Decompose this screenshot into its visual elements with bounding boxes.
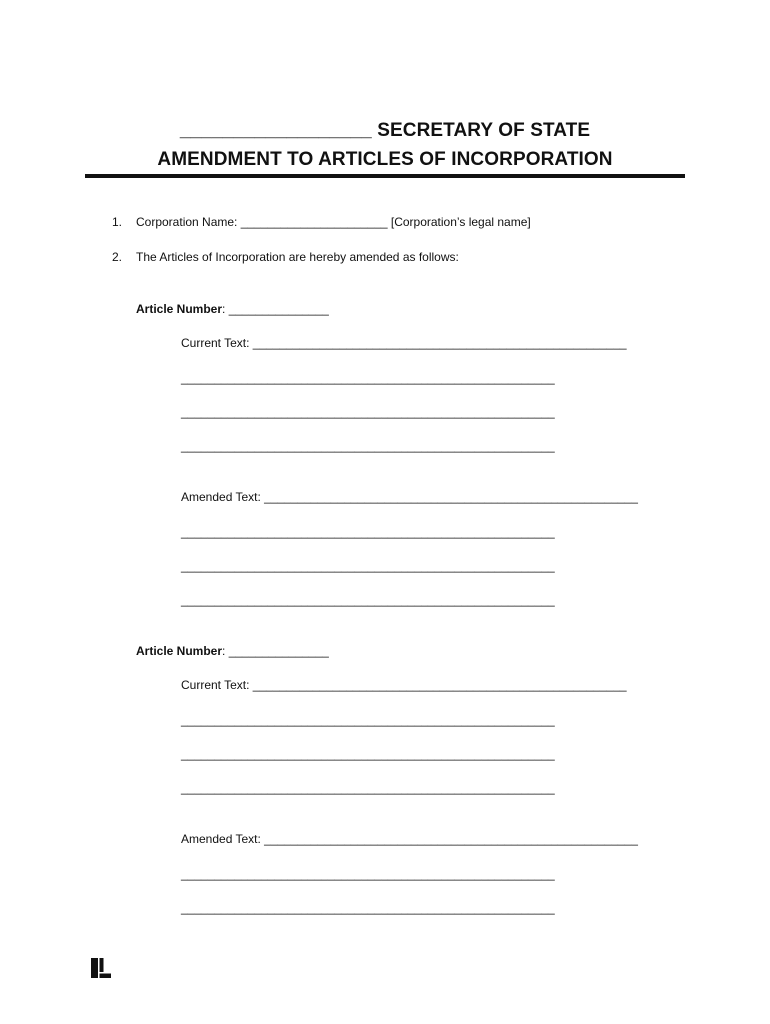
item-number-1: 1. xyxy=(112,215,123,229)
amended-text-line: ________________________________________________________ xyxy=(181,867,555,881)
article-number-field-1 xyxy=(136,302,329,316)
amended-text-line: ________________________________________________________ xyxy=(181,593,555,607)
item-number-2: 2. xyxy=(112,250,123,264)
corporation-name-field: Corporation Name: ______________________ [Corporation’s legal name] xyxy=(136,215,531,229)
article-number-blank: : _______________ xyxy=(222,302,329,316)
article-number-label: Article Number xyxy=(136,302,223,316)
article-number-field-2 xyxy=(136,644,329,658)
title-divider xyxy=(85,174,685,178)
article-number-blank: : _______________ xyxy=(222,644,329,658)
document-title-line-1: __________________ SECRETARY OF STATE xyxy=(179,120,591,141)
amended-text-field-1: Amended Text: ________________________________________________________ xyxy=(181,490,638,504)
amended-text-line: ________________________________________________________ xyxy=(181,525,555,539)
amended-text-field-2: Amended Text: ________________________________________________________ xyxy=(181,832,638,846)
amended-text-line: ________________________________________________________ xyxy=(181,901,555,915)
amendment-intro-text: The Articles of Incorporation are hereby amended as follows: xyxy=(136,250,459,264)
legal-templates-logo-icon xyxy=(91,958,111,978)
document-title-line-2: AMENDMENT TO ARTICLES OF INCORPORATION xyxy=(157,149,613,170)
current-text-field-1: Current Text: ________________________________________________________ xyxy=(181,336,627,350)
current-text-line: ________________________________________________________ xyxy=(181,747,555,761)
current-text-line: ________________________________________________________ xyxy=(181,713,555,727)
article-number-label: Article Number xyxy=(136,644,223,658)
current-text-line: ________________________________________________________ xyxy=(181,405,555,419)
current-text-field-2: Current Text: ________________________________________________________ xyxy=(181,678,627,692)
current-text-line: ________________________________________________________ xyxy=(181,371,555,385)
current-text-line: ________________________________________________________ xyxy=(181,781,555,795)
current-text-line: ________________________________________________________ xyxy=(181,439,555,453)
amended-text-line: ________________________________________________________ xyxy=(181,559,555,573)
